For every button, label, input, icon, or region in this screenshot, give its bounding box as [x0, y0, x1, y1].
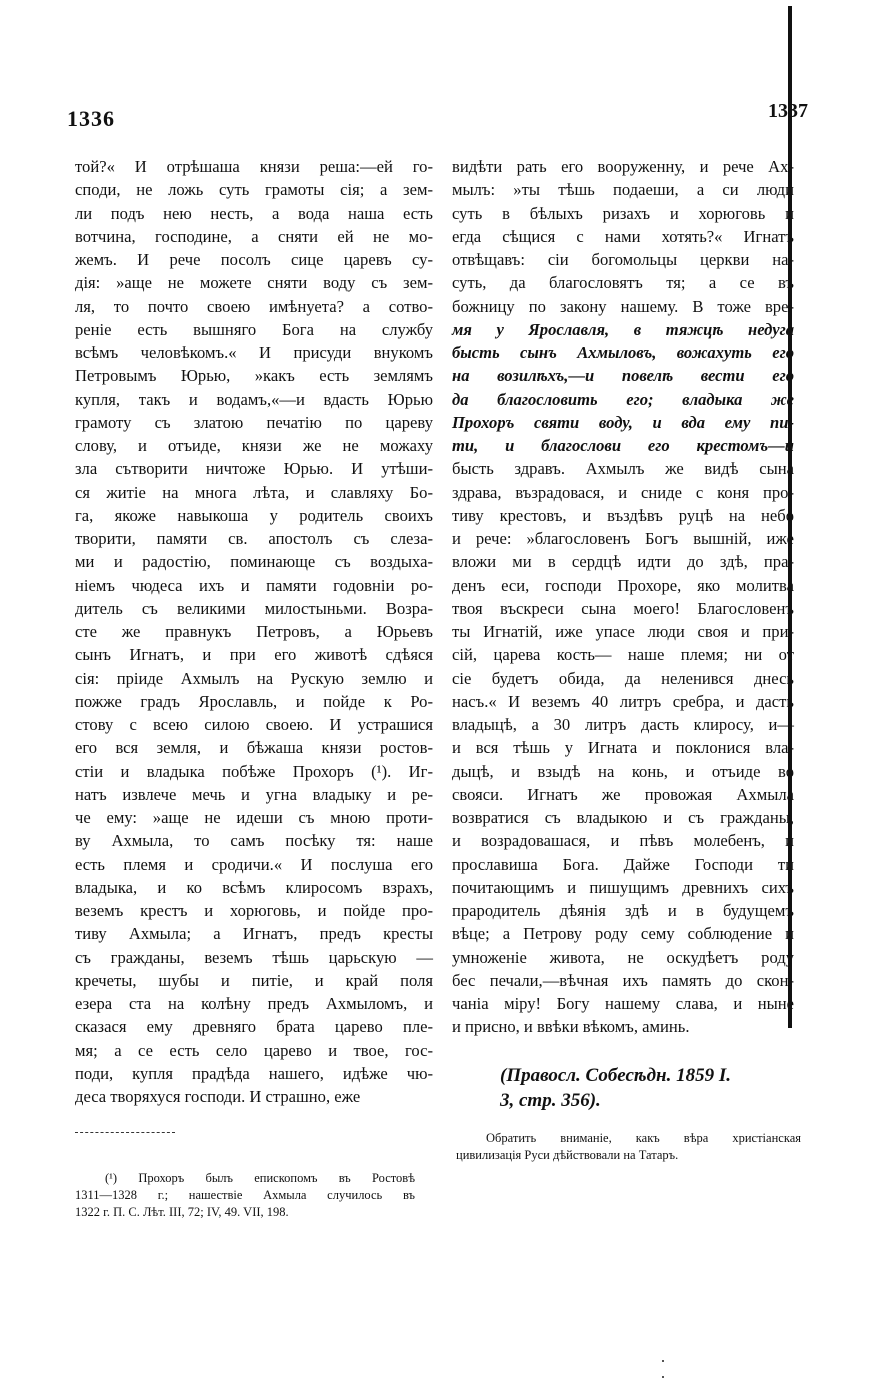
text-line: умноженіе живота, не оскудѣетъ роду — [452, 947, 794, 967]
text-line: почитающимъ и пишущимъ древнихъ сихъ — [452, 877, 794, 897]
text-line: ся житіе на многа лѣта, и славляху Бо- — [75, 482, 433, 502]
text-line: бес печали,—вѣчная ихъ память до скон- — [452, 970, 794, 990]
text-line: дыцѣ, и взыдѣ на конь, и отъиде во — [452, 761, 794, 781]
notice-line: цивилизація Руси дѣйствовали на Татаръ. — [456, 1148, 679, 1162]
text-line: стіи и владыка побѣже Прохоръ (¹). Иг- — [75, 761, 433, 781]
citation-line: 3, стр. 356). — [500, 1090, 601, 1111]
text-line: творити, памяти св. апостолъ съ слеза- — [75, 529, 433, 548]
text-line: жемъ. И рече посолъ сице царевъ су- — [75, 250, 433, 269]
text-line: стову с всею силою своею. И устрашися — [75, 715, 433, 734]
text-line: дитель съ великими милостыньми. Возра- — [75, 598, 433, 618]
text-line: споди, не ложь суть грамоты сія; а зем- — [75, 180, 433, 200]
text-line: мылъ: »ты тѣшь подаеши, а си люди — [452, 180, 794, 200]
text-line: Петровымъ Юрью, »какъ есть землямъ — [75, 366, 433, 386]
text-line: и возрадовашася, и пѣвъ молебенъ, и — [452, 831, 794, 851]
text-line: насъ.« И веземъ 40 литръ сребра, и дасть — [452, 691, 794, 711]
text-line: веземъ крестъ и хорюговь, и пойде про- — [75, 901, 433, 920]
footnote — [75, 1170, 415, 1221]
text-line: его вся земля, и бѣжаша князи ростов- — [75, 738, 433, 758]
text-line: видѣти рать его вооруженну, и рече Ах- — [452, 157, 794, 176]
text-line: поди, купля прадѣда нашего, идѣже чю- — [75, 1063, 433, 1083]
text-line: владыцѣ, а 30 литръ дасть клиросу, и— — [452, 715, 794, 734]
text-line: чаніа міру! Богу нашему слава, и ныне — [452, 994, 794, 1013]
text-line: владыка, и ко всѣмъ клиросомъ взрахъ, — [75, 877, 433, 897]
text-line: сій, царева кость— наше племя; ни от — [452, 645, 794, 665]
text-line: вотчина, господине, а сняти ей не мо- — [75, 226, 433, 246]
text-line: тиву крестовъ, и въздѣвъ руцѣ на небо — [452, 505, 794, 525]
text-line: купля, такъ и водамъ,«—и вдасть Юрью — [75, 389, 433, 409]
text-line: реніе есть вышняго Бога на службу — [75, 319, 433, 339]
text-line: денъ еси, господи Прохоре, яко молитва — [452, 575, 794, 595]
text-line: и присно, и ввѣки вѣкомъ, аминь. — [452, 1017, 690, 1037]
text-line: божницу по закону нашему. В тоже вре- — [452, 296, 794, 316]
text-line: слову, и отъиде, князи же не можаху — [75, 436, 433, 455]
text-line: ли подъ нею несть, а вода наша есть — [75, 203, 433, 223]
paper-speck — [662, 1376, 664, 1378]
text-line: бысть сынъ Ахмыловъ, вожахуть его — [452, 343, 794, 362]
text-line: зла сътворити ничтоже Юрью. И утѣши- — [75, 459, 433, 479]
text-line: грамоту съ златою печатію по цареву — [75, 412, 433, 432]
text-line: отвѣщавъ: сіи богомольцы церкви на- — [452, 250, 794, 269]
source-citation — [500, 1063, 800, 1113]
adjacent-page-number: 1337 — [768, 100, 808, 122]
footnote-line: (¹) Прохоръ былъ епископомъ въ Ростовѣ — [105, 1171, 415, 1185]
text-line: сія: пріиде Ахмылъ на Рускую землю и — [75, 668, 433, 688]
page-number: 1336 — [67, 106, 115, 131]
text-line: ми и радостію, поминающе съ воздыха- — [75, 552, 433, 572]
text-line: Прохоръ святи воду, и вда ему пи- — [452, 412, 794, 432]
text-line: бысть здравъ. Ахмылъ же видѣ сына — [452, 459, 794, 479]
text-line: съ гражданы, веземъ тѣшь царьскую — — [75, 947, 433, 967]
editorial-notice — [456, 1130, 801, 1164]
text-line: ву Ахмыла, то самъ посѣку тя: наше — [75, 831, 433, 851]
text-line: ти, и благослови его крестомъ—и — [452, 436, 794, 455]
text-line: натъ извлече мечь и угна владыку и ре- — [75, 784, 433, 804]
right-text-column — [452, 155, 794, 1039]
text-line: да благословить его; владыка же — [452, 389, 794, 409]
text-line: прародитель дѣянія здѣ и в будущемъ — [452, 901, 794, 920]
text-line: сіе будетъ обида, да неленився днесь — [452, 668, 794, 688]
text-line: сынъ Игнатъ, и при его животѣ сдѣяся — [75, 645, 433, 665]
citation-line: (Правосл. Собесѣдн. 1859 I. — [500, 1065, 731, 1086]
notice-line: Обратить вниманіе, какъ вѣра христіанская — [486, 1131, 801, 1145]
text-line: и рече: »благословенъ Богъ вышній, иже — [452, 529, 794, 548]
footnote-line: 1311—1328 г.; нашествіе Ахмыла случилось въ — [75, 1188, 415, 1202]
text-line: езера ста на колѣну предъ Ахмыломъ, и — [75, 994, 433, 1013]
paper-speck — [662, 1360, 664, 1362]
text-line: ты Игнатій, иже упасе люди своя и при- — [452, 622, 794, 641]
text-line: суть в бѣлыхъ ризахъ и хорюговь и — [452, 203, 794, 223]
footnote-separator — [75, 1132, 175, 1134]
text-line: всѣмъ человѣкомъ.« И присуди внукомъ — [75, 343, 433, 362]
text-line: на возилѣхъ,—и повелѣ вести его — [452, 366, 794, 386]
text-line: тиву Ахмыла; а Игнатъ, предъ кресты — [75, 924, 433, 944]
text-line: вложи ми в сердцѣ идти до здѣ, пра- — [452, 552, 794, 572]
text-line: че ему: »аще не идеши съ мною проти- — [75, 808, 433, 827]
text-line: ля, то почто своею имѣнуета? а сотво- — [75, 296, 433, 316]
text-line: кречеты, шубы и питіе, и край поля — [75, 970, 433, 990]
text-line: мя у Ярославля, в тяжцѣ недуга — [452, 319, 794, 339]
text-line: сте же правнукъ Петровъ, а Юрьевъ — [75, 622, 433, 641]
text-line: егда сѣщися с нами хотять?« Игнатъ — [452, 226, 794, 246]
text-line: деса творяхуся господи. И страшно, еже — [75, 1087, 361, 1106]
text-line: вѣце; а Петрову роду сему соблюдение и — [452, 924, 794, 944]
text-line: га, якоже навыкоша у родитель своихъ — [75, 505, 433, 525]
text-line: ніемъ чюдеса ихъ и памяти годовніи ро- — [75, 575, 433, 595]
footnote-line: 1322 г. П. С. Лѣт. III, 72; IV, 49. VII, 198. — [75, 1205, 289, 1219]
text-line: здрава, възрадовася, и сниде с коня про- — [452, 482, 794, 502]
text-line: дія: »аще не можете сняти воду съ зем- — [75, 273, 433, 293]
text-line: той?« И отрѣшаша князи реша:—ей го- — [75, 157, 433, 176]
text-line: суть, да благословятъ тя; а се въ — [452, 273, 794, 293]
text-line: прославиша Бога. Дайже Господи ти — [452, 854, 794, 874]
text-line: твоя въскреси сына моего! Благословенъ — [452, 598, 794, 618]
text-line: есть племя и сродичи.« И послуша его — [75, 854, 433, 874]
text-line: мя; а се есть село царево и твое, гос- — [75, 1040, 433, 1060]
text-line: возвратися съ владыкою и съ гражданы, — [452, 808, 794, 827]
text-line: свояси. Игнатъ же провожая Ахмыла — [452, 784, 794, 804]
left-text-column — [75, 155, 433, 1108]
text-line: пожже градъ Ярославль, и пойде к Ро- — [75, 691, 433, 711]
text-line: и вся тѣшь у Игната и поклонися вла- — [452, 738, 794, 758]
text-line: сказася ему древняго брата царево пле- — [75, 1017, 433, 1037]
